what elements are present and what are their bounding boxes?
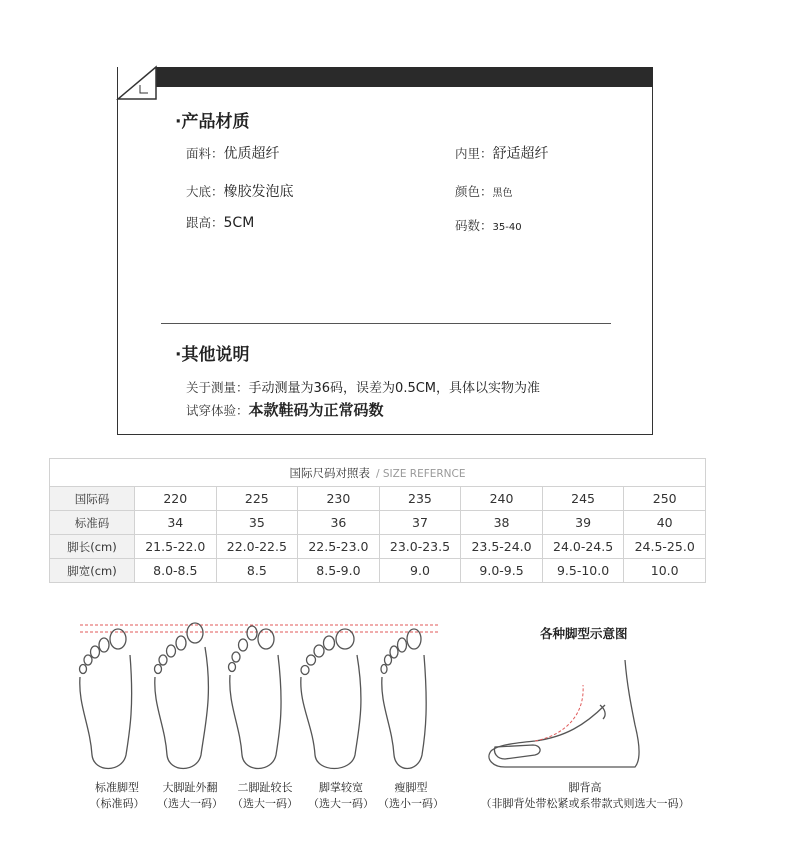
heel-height-row: 跟高：5CM — [186, 215, 255, 231]
table-cell: 38 — [461, 511, 543, 535]
table-cell: 10.0 — [624, 559, 706, 583]
slim-foot-icon — [381, 629, 426, 769]
row-header: 脚长(cm) — [50, 535, 135, 559]
table-row — [50, 559, 706, 583]
table-cell: 36 — [298, 511, 380, 535]
table-cell: 22.0-22.5 — [216, 535, 298, 559]
table-cell: 23.5-24.0 — [461, 535, 543, 559]
table-row — [50, 511, 706, 535]
standard-foot-icon — [80, 629, 132, 769]
card-header-bar — [156, 67, 653, 87]
row-header: 国际码 — [50, 487, 135, 511]
size-range-row: 码数：35-40 — [455, 218, 522, 233]
instep-guide-line — [535, 685, 583, 741]
table-caption-row — [50, 459, 706, 487]
foot-type-label: 大脚趾外翻 （选大一码） — [157, 781, 223, 810]
table-caption: 国际尺码对照表 / SIZE REFERNCE — [50, 459, 706, 487]
foot-type-label: 二脚趾较长 （选大一码） — [232, 781, 298, 810]
diagram-title: 各种脚型示意图 — [540, 626, 628, 641]
long-second-toe-foot-icon — [229, 626, 282, 769]
foot-types-illustration — [70, 615, 450, 775]
table-row — [50, 535, 706, 559]
table-cell: 37 — [379, 511, 461, 535]
outsole-row: 大底：橡胶发泡底 — [186, 184, 294, 200]
foot-type-label: 标准脚型 （标准码） — [89, 781, 145, 810]
table-cell: 220 — [135, 487, 217, 511]
table-cell: 250 — [624, 487, 706, 511]
size-reference-table — [49, 458, 706, 583]
fabric-row: 面料：优质超纤 — [186, 146, 280, 162]
table-cell: 225 — [216, 487, 298, 511]
instep-side-view-icon — [475, 655, 705, 775]
row-header: 标准码 — [50, 511, 135, 535]
table-cell: 245 — [542, 487, 624, 511]
table-cell: 24.5-25.0 — [624, 535, 706, 559]
table-cell: 230 — [298, 487, 380, 511]
table-cell: 9.0 — [379, 559, 461, 583]
foot-type-label: 瘦脚型 （选小一码） — [378, 781, 444, 810]
other-title: ·其他说明 — [175, 345, 250, 365]
table-cell: 39 — [542, 511, 624, 535]
table-cell: 8.0-8.5 — [135, 559, 217, 583]
table-cell: 35 — [216, 511, 298, 535]
table-cell: 9.0-9.5 — [461, 559, 543, 583]
table-cell: 9.5-10.0 — [542, 559, 624, 583]
table-cell: 34 — [135, 511, 217, 535]
fit-row: 试穿体验：本款鞋码为正常码数 — [186, 401, 384, 419]
table-cell: 23.0-23.5 — [379, 535, 461, 559]
table-cell: 24.0-24.5 — [542, 535, 624, 559]
table-cell: 22.5-23.0 — [298, 535, 380, 559]
folded-corner-icon — [116, 65, 158, 107]
table-cell: 8.5 — [216, 559, 298, 583]
lining-row: 内里：舒适超纤 — [455, 146, 549, 162]
table-cell: 240 — [461, 487, 543, 511]
table-cell: 235 — [379, 487, 461, 511]
table-cell: 21.5-22.0 — [135, 535, 217, 559]
material-title: ·产品材质 — [175, 112, 250, 132]
table-cell: 40 — [624, 511, 706, 535]
instep-label: 脚背高 （非脚背处带松紧或系带款式则选大一码） — [480, 781, 690, 810]
wide-foot-icon — [301, 629, 361, 769]
section-divider — [161, 323, 611, 324]
foot-type-label: 脚掌较宽 （选大一码） — [308, 781, 374, 810]
table-cell: 8.5-9.0 — [298, 559, 380, 583]
table-row — [50, 487, 706, 511]
color-row: 颜色：黑色 — [455, 184, 513, 199]
product-info-card — [117, 67, 653, 435]
measure-row: 关于测量：手动测量为36码，误差为0.5CM，具体以实物为准 — [186, 380, 541, 396]
row-header: 脚宽(cm) — [50, 559, 135, 583]
bunion-foot-icon — [155, 623, 209, 769]
